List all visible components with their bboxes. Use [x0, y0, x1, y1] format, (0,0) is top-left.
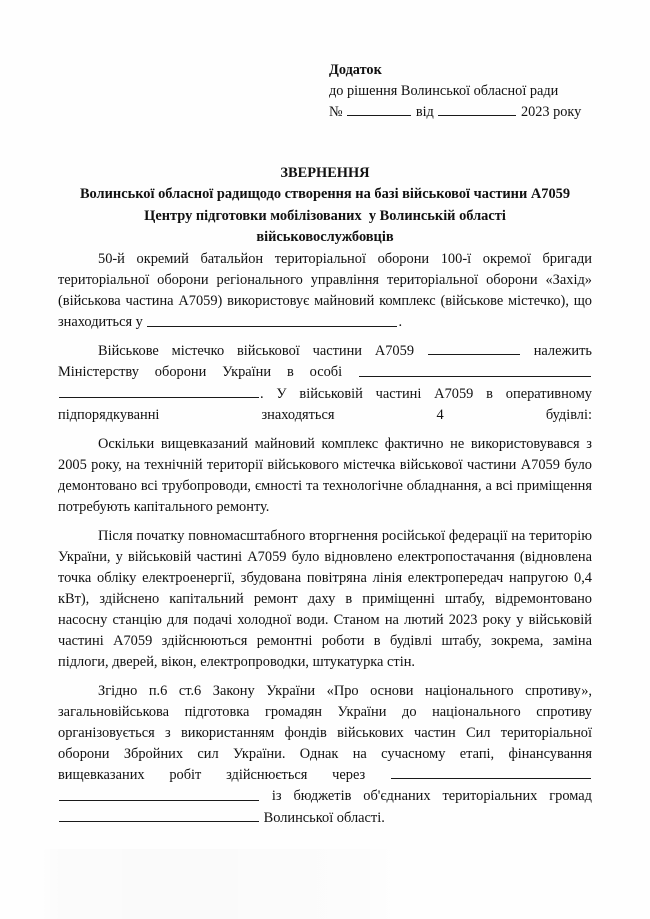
- paragraph-2-segment-2: належить Міністерству оборони України в особі: [58, 343, 592, 381]
- paragraph-2-segment-1: Військове містечко військової частини А7059: [98, 343, 415, 360]
- paragraph-5-segment-3: Волинської області.: [263, 809, 385, 826]
- ministry-representative-blank-1[interactable]: [359, 362, 591, 376]
- attachment-label: Додаток: [329, 62, 382, 78]
- paragraph-1-period: .: [398, 314, 403, 331]
- paragraph-4: Після початку повномасштабного вторгнення російської федерації на територію України, у військовій частині А7059 було відновлено електропостачання (відновлена точка обліку електроенергії, збудована повітряна лінія електропередач напругою 0,4 кВт), здійснено капітальний ремонт даху в приміщенні штабу, відремонтовано насосну станцію для подачі холодної води. Станом на лютий 2023 року у військовій частині А7059 здійснюються ремонтні роботи в будівлі штабу, зокрема, заміна підлоги, дверей, вікон, електропроводки, штукатурка стін.: [58, 527, 592, 671]
- number-symbol: №: [329, 104, 343, 121]
- paragraph-5-segment-1: Згідно п.6 ст.6 Закону України «Про основи національного спротиву», загальновійськова підготовка громадян України до національного спротиву організовується з використанням фондів військових частин Сил територіальної оборони Збройних сил України. Однак на сучасному етапі, фінансування вищевказаних робіт здійснюється через: [58, 682, 592, 784]
- title-line-2: Волинської обласної радищодо створення на базі військової частини А7059: [79, 186, 571, 203]
- financing-source-blank-1[interactable]: [391, 765, 591, 779]
- paragraph-2: [58, 341, 592, 426]
- paragraph-1: [58, 249, 592, 334]
- paragraph-5: [58, 681, 592, 829]
- paragraph-1-text: 50-й окремий батальйон територіальної оборони 100-ї окремої бригади територіальної оборони регіонального управління територіальної оборони «Захід» (військова частина А7059) використовує майновий комплекс (військове містечко), що знаходиться у: [58, 251, 592, 331]
- paragraph-3: Оскільки вищевказаний майновий комплекс фактично не використовувався з 2005 року, на технічній території військового містечка військової частини А7059 було демонтовано всі трубопроводи, ємності та технологічне обладнання, а всі приміщення потребують капітального ремонту.: [58, 435, 592, 515]
- title-line-3: Центру підготовки мобілізованих у Волинській області: [144, 207, 506, 224]
- year-label: 2023 року: [520, 104, 582, 121]
- number-blank[interactable]: [347, 102, 411, 116]
- paragraph-5-segment-2: із бюджетів об'єднаних територіальних громад: [271, 788, 592, 805]
- financing-source-blank-2[interactable]: [59, 786, 259, 800]
- unit-status-blank[interactable]: [428, 341, 520, 355]
- title-line-4: військовослужбовців: [256, 229, 394, 246]
- document-header: [329, 60, 591, 123]
- number-date-line: [329, 102, 591, 123]
- scan-artifact: [0, 849, 650, 919]
- decision-reference-line: до рішення Волинської обласної ради: [329, 83, 559, 100]
- document-title: [58, 163, 592, 249]
- title-line-1: ЗВЕРНЕННЯ: [280, 165, 370, 181]
- ministry-representative-blank-2[interactable]: [59, 384, 259, 398]
- date-preposition: від: [415, 104, 434, 121]
- community-name-blank[interactable]: [59, 808, 259, 822]
- date-blank[interactable]: [438, 102, 516, 116]
- location-blank[interactable]: [147, 312, 397, 326]
- document-body: [58, 249, 592, 829]
- paragraph-2-segment-3: . У військовій частині А7059 в оперативному підпорядкуванні знаходяться 4 будівлі:: [58, 386, 592, 424]
